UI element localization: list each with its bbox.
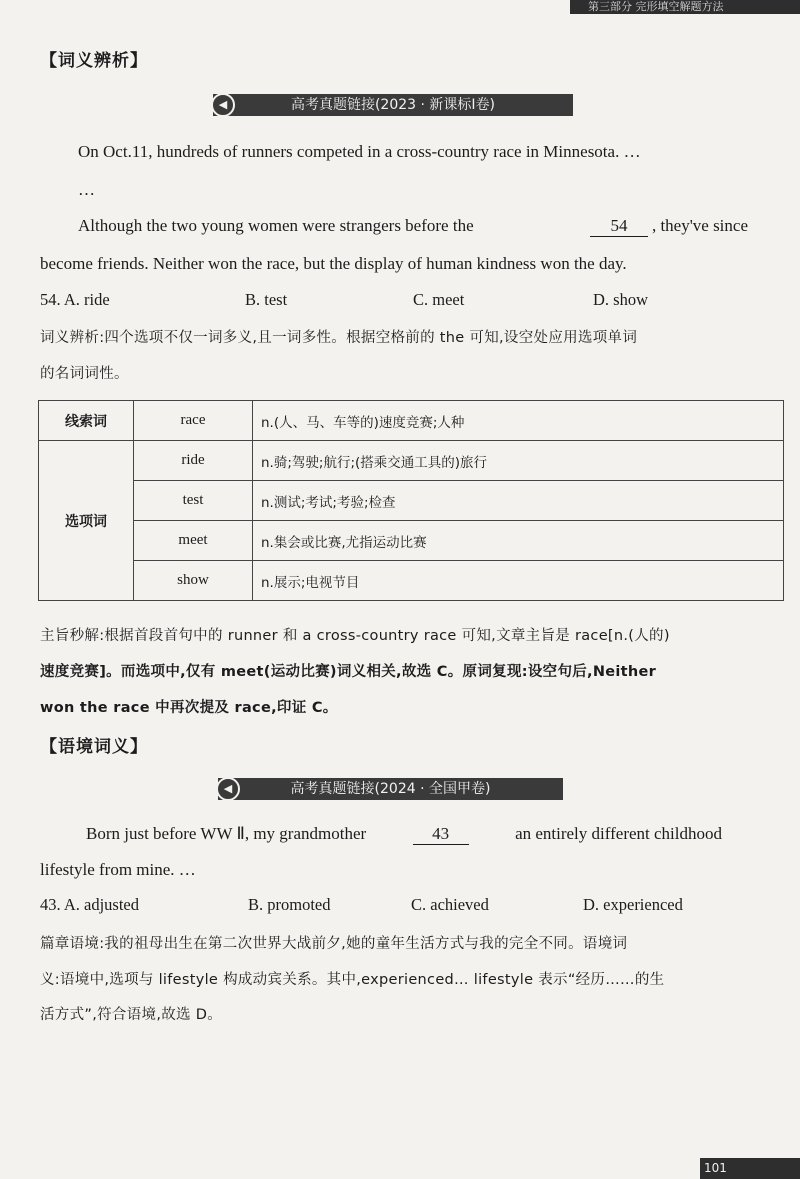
option-d: D. show xyxy=(593,290,649,309)
context-analysis-line-1: 篇章语境:我的祖母出生在第二次世界大战前夕,她的童年生活方式与我的完全不同。语境词 xyxy=(40,936,628,952)
option-a: 43. A. adjusted xyxy=(40,895,139,914)
table-meaning: n.骑;驾驶;航行;(搭乘交通工具的)旅行 xyxy=(253,441,784,481)
option-c: C. achieved xyxy=(411,895,489,914)
banner-text: 高考真题链接(2023 · 新课标Ⅰ卷) xyxy=(290,97,496,113)
vocabulary-table xyxy=(38,400,784,601)
option-b: B. promoted xyxy=(248,895,331,914)
table-row xyxy=(39,561,784,601)
table-row xyxy=(39,441,784,481)
clue-word-label: 线索词 xyxy=(39,401,134,441)
analysis-line-2: 的名词词性。 xyxy=(40,366,129,382)
main-idea-line-1: 主旨秒解:根据首段首句中的 runner 和 a cross-country race 可知,文章主旨是 race[n.(人的) xyxy=(40,628,670,644)
option-b: B. test xyxy=(245,290,288,309)
table-word: test xyxy=(134,481,253,521)
option-c: C. meet xyxy=(413,290,465,309)
running-header: 第三部分 完形填空解题方法 xyxy=(570,0,800,14)
table-word: meet xyxy=(134,521,253,561)
option-d: D. experienced xyxy=(583,895,683,914)
answer-blank-54: 54 xyxy=(590,216,648,237)
table-meaning: n.(人、马、车等的)速度竞赛;人种 xyxy=(253,401,784,441)
table-row xyxy=(39,481,784,521)
main-idea-line-3: won the race 中再次提及 race,印证 C。 xyxy=(40,700,338,716)
passage-text-after-blank: , they've since xyxy=(651,216,748,235)
table-meaning: n.集会或比赛,尤指运动比赛 xyxy=(253,521,784,561)
pointer-icon: ◀ xyxy=(211,93,235,117)
exam-link-banner-2023 xyxy=(213,94,573,116)
table-word: ride xyxy=(134,441,253,481)
table-word: show xyxy=(134,561,253,601)
passage-line-1 xyxy=(86,824,722,845)
passage-text-after-blank: an entirely different childhood xyxy=(515,824,722,843)
option-word-label: 选项词 xyxy=(39,441,134,601)
passage-text-before-blank: Although the two young women were strangers before the xyxy=(78,216,474,235)
passage-line-2: lifestyle from mine. … xyxy=(40,860,196,879)
table-row xyxy=(39,401,784,441)
context-analysis-line-2: 义:语境中,选项与 lifestyle 构成动宾关系。其中,experienced… lifestyle 表示“经历……的生 xyxy=(40,972,665,988)
section-heading-context-meaning: 【语境词义】 xyxy=(40,737,148,757)
main-idea-line-2: 速度竞赛]。而选项中,仅有 meet(运动比赛)词义相关,故选 C。原词复现:设空句后,Neither xyxy=(40,664,657,680)
table-meaning: n.测试;考试;考验;检查 xyxy=(253,481,784,521)
passage-line-1: On Oct.11, hundreds of runners competed in a cross-country race in Minnesota. … xyxy=(78,142,641,161)
analysis-line-1: 词义辨析:四个选项不仅一词多义,且一词多性。根据空格前的 the 可知,设空处应用选项单词 xyxy=(40,330,638,346)
passage-line-3: become friends. Neither won the race, but the display of human kindness won the day. xyxy=(40,254,627,273)
page-number: 101 xyxy=(700,1158,800,1179)
passage-line-2 xyxy=(78,216,748,237)
context-analysis-line-3: 活方式”,符合语境,故选 D。 xyxy=(40,1007,223,1023)
table-meaning: n.展示;电视节目 xyxy=(253,561,784,601)
passage-ellipsis: … xyxy=(78,180,95,199)
pointer-icon: ◀ xyxy=(216,777,240,801)
section-heading-word-meaning: 【词义辨析】 xyxy=(40,51,148,71)
exam-link-banner-2024 xyxy=(218,778,563,800)
table-word: race xyxy=(134,401,253,441)
banner-text: 高考真题链接(2024 · 全国甲卷) xyxy=(290,781,491,797)
passage-text-before-blank: Born just before WW Ⅱ, my grandmother xyxy=(86,824,367,843)
table-row xyxy=(39,521,784,561)
answer-blank-43: 43 xyxy=(413,824,469,845)
option-a: 54. A. ride xyxy=(40,290,110,309)
